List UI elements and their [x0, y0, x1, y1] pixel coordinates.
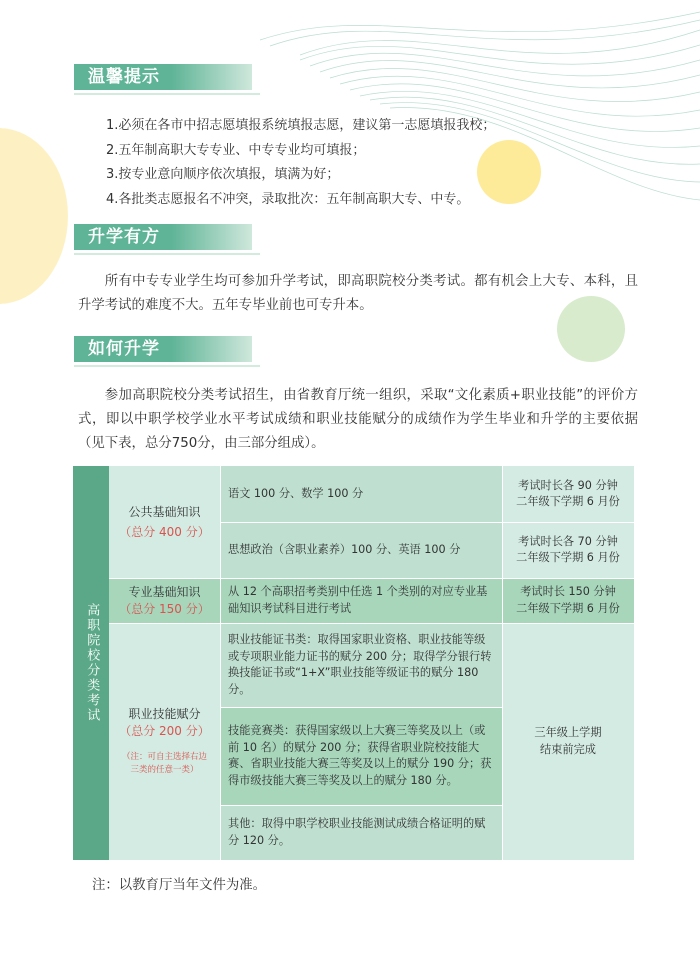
- tip-item: 2.五年制高职大专专业、中专专业均可填报；: [106, 142, 366, 158]
- category-label: 职业技能赋分: [128, 707, 201, 721]
- advance-paragraph: 所有中专专业学生均可参加升学考试，即高职院校分类考试。都有机会上大专、本科，且升学考试的难度不大。五年专毕业前也可专升本。: [78, 274, 638, 313]
- how-paragraph: 参加高职院校分类考试招生，由省教育厅统一组织，采取“文化素质+职业技能”的评价方式，即以中职学校学业水平考试成绩和职业技能赋分的成绩作为学生毕业和升学的主要依据（见下表，总分750分，由三部分组成）。: [78, 388, 638, 451]
- category-score: （总分 150 分）: [119, 601, 210, 616]
- table-row-content: 技能竞赛类：获得国家级以上大赛三等奖及以上（或前 10 名）的赋分 200 分；获得省职业院校技能大赛、省职业技能大赛三等奖及以上的赋分 190 分；获得市级技能大赛三等奖及以上的赋分 180 分。: [220, 707, 502, 805]
- tip-item: 4.各批类志愿报名不冲突，录取批次：五年制高职大专、中专。: [106, 191, 470, 207]
- category-label: 专业基础知识: [128, 585, 201, 599]
- category-label: 公共基础知识: [128, 505, 201, 519]
- category-note: （注：可自主选择右边 三类的任意一类）: [121, 752, 207, 775]
- section-title-tips: 温馨提示: [74, 64, 252, 90]
- table-row-content: 语文 100 分、数学 100 分: [220, 466, 502, 522]
- footnote: 注：以教育厅当年文件为准。: [92, 878, 267, 893]
- tips-list: [106, 114, 495, 212]
- table-divider: [220, 522, 634, 523]
- category-skills: [109, 623, 220, 860]
- table-divider: [220, 707, 502, 708]
- table-divider: [109, 623, 634, 624]
- table-vertical-header: 高职院校分类考试: [73, 466, 109, 860]
- table-divider: [502, 466, 503, 860]
- table-row-time: 三年级上学期 结束前完成: [534, 726, 602, 756]
- section-title-advance: 升学有方: [74, 224, 252, 250]
- decorative-yellow-circle-left: [0, 128, 68, 304]
- table-row-content: 其他：取得中职学校职业技能测试成绩合格证明的赋分 120 分。: [220, 805, 502, 860]
- tip-item: 1.必须在各市中招志愿填报系统填报志愿，建议第一志愿填报我校；: [106, 118, 496, 133]
- table-row-content: 职业技能证书类：取得国家职业资格、职业技能等级或专项职业能力证书的赋分 200 分；取得学分银行转换技能证书或“1+X”职业技能等级证书的赋分 180 分。: [220, 623, 502, 707]
- table-row-time: 考试时长 150 分钟 二年级下学期 6 月份: [502, 578, 634, 623]
- table-row-time: 考试时长各 90 分钟 二年级下学期 6 月份: [516, 478, 620, 508]
- table-divider: [109, 578, 634, 579]
- category-score: （总分 200 分）: [119, 723, 210, 738]
- category-public: [109, 466, 220, 578]
- table-row-content: 思想政治（含职业素养）100 分、英语 100 分: [220, 522, 502, 578]
- exam-table: [73, 466, 634, 860]
- category-professional: [109, 578, 220, 623]
- section-title-how: 如何升学: [74, 336, 252, 362]
- table-row-time: 考试时长各 70 分钟 二年级下学期 6 月份: [516, 534, 620, 564]
- table-divider: [220, 466, 221, 860]
- table-row-content: 从 12 个高职招考类别中任选 1 个类别的对应专业基础知识考试科目进行考试: [220, 578, 502, 623]
- category-score: （总分 400 分）: [119, 524, 210, 539]
- table-divider: [220, 805, 502, 806]
- tip-item: 3.按专业意向顺序依次填报，填满为好；: [106, 167, 340, 182]
